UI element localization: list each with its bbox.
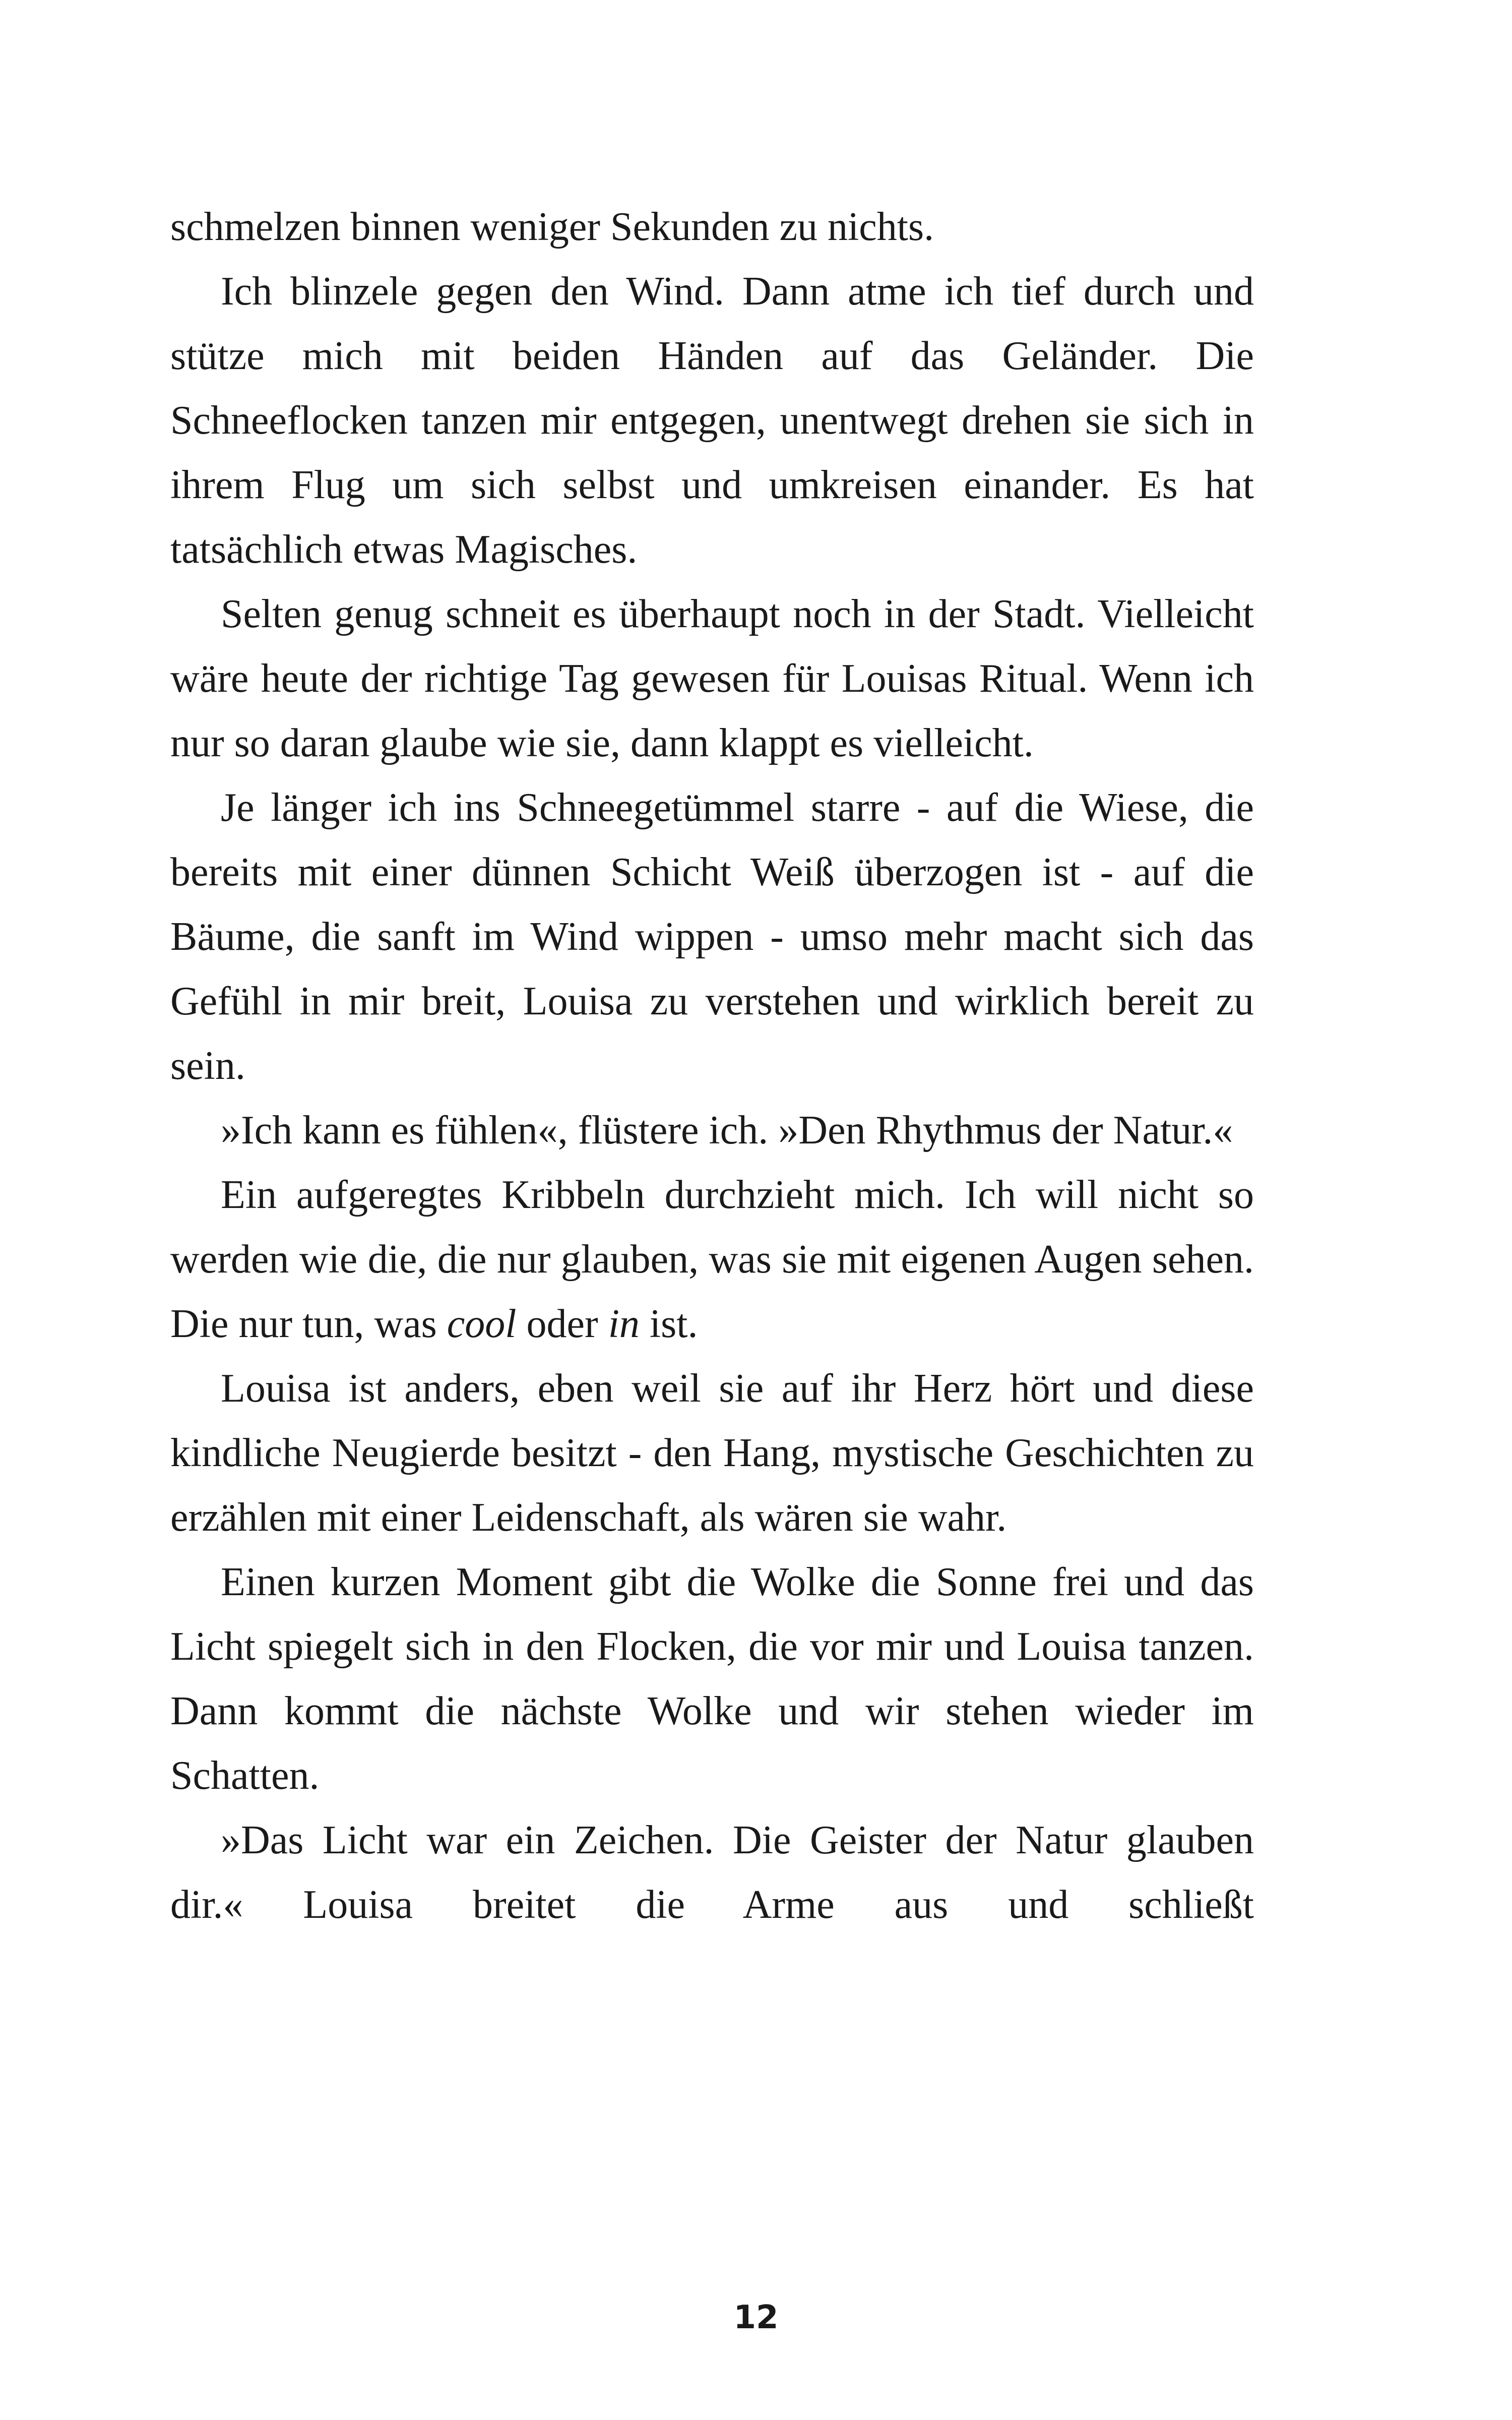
paragraph: Je länger ich ins Schneegetümmel starre - auf die Wiese, die bereits mit einer dünnen Schicht Weiß überzogen ist - auf die Bäume, die sanft im Wind wippen - umso mehr macht sich das Gefühl in mir breit, Louisa zu verstehen und wirklich bereit zu sein. [170,785,1254,1088]
paragraph: Louisa ist anders, eben weil sie auf ihr Herz hört und diese kindliche Neugierde besitzt - den Hang, mystische Geschichten zu erzählen mit einer Leidenschaft, als wären sie wahr. [170,1366,1254,1540]
paragraph-text: ist. [639,1302,698,1346]
paragraph-text: oder [516,1302,608,1346]
paragraph: schmelzen binnen weniger Sekunden zu nichts. [170,205,934,249]
paragraph: Selten genug schneit es überhaupt noch in der Stadt. Vielleicht wäre heute der richtige Tag gewesen für Louisas Ritual. Wenn ich nur so daran glaube wie sie, dann klappt es vielleicht. [170,592,1254,765]
paragraph: Einen kurzen Moment gibt die Wolke die Sonne frei und das Licht spiegelt sich in den Flocken, die vor mir und Louisa tanzen. Dann kommt die nächste Wolke und wir stehen wieder im Schatten. [170,1560,1254,1798]
page-number: 12 [733,2299,779,2336]
body-text [170,195,1254,1937]
paragraph-with-emphasis [170,1163,1254,1356]
paragraph: Ich blinzele gegen den Wind. Dann atme ich tief durch und stütze mich mit beiden Händen auf das Geländer. Die Schneeflocken tanzen mir entgegen, unentwegt drehen sie sich in ihrem Flug um sich selbst und umkreisen einander. Es hat tatsächlich etwas Magisches. [170,269,1254,572]
paragraph: »Das Licht war ein Zeichen. Die Geister der Natur glauben dir.« Louisa breitet die Arme aus und schließt [170,1818,1254,1927]
paragraph-text: Ein aufgeregtes Kribbeln durchzieht mich. Ich will nicht so werden wie die, die nur glauben, was sie mit eigenen Augen sehen. Die nur tun, was [170,1173,1254,1346]
emphasis-text: in [608,1302,640,1346]
paragraph: »Ich kann es fühlen«, flüstere ich. »Den Rhythmus der Natur.« [221,1108,1233,1153]
emphasis-text: cool [447,1302,517,1346]
